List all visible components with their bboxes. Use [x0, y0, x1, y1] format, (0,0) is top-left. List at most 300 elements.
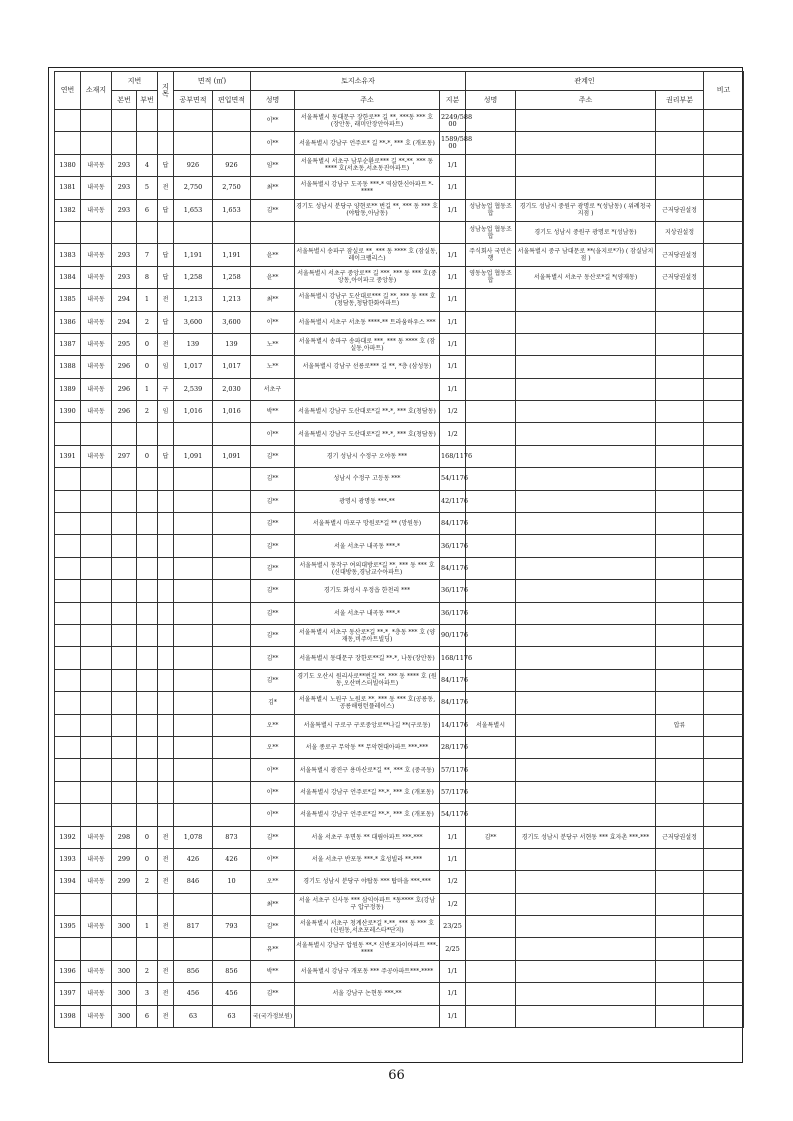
table-cell: [516, 535, 656, 557]
table-cell: [516, 871, 656, 893]
table-cell: 293: [112, 177, 137, 199]
table-cell: [704, 445, 744, 467]
header-land-type: 지목: [158, 72, 174, 110]
table-cell: [174, 535, 213, 557]
table-cell: [158, 557, 174, 579]
table-cell: 36/1176: [440, 535, 466, 557]
table-cell: [466, 333, 516, 355]
table-cell: 7: [137, 244, 158, 266]
table-cell: 293: [112, 244, 137, 266]
table-cell: [516, 513, 656, 535]
table-row: [55, 1005, 744, 1027]
table-cell: [704, 1005, 744, 1027]
table-cell: [55, 602, 81, 624]
table-cell: [55, 647, 81, 669]
table-cell: 1,016: [174, 401, 213, 423]
table-row: [55, 468, 744, 490]
table-cell: 296: [112, 401, 137, 423]
table-cell: 1,258: [174, 266, 213, 288]
table-cell: 전: [158, 826, 174, 848]
table-row: [55, 311, 744, 333]
table-cell: 오**: [251, 871, 295, 893]
table-cell: 근저당권설정: [656, 266, 704, 288]
table-row: [55, 960, 744, 982]
table-cell: 294: [112, 289, 137, 311]
table-cell: [55, 535, 81, 557]
table-cell: [656, 804, 704, 826]
table-header: [55, 72, 744, 110]
table-cell: 1,213: [174, 289, 213, 311]
table-cell: 김**: [251, 490, 295, 512]
table-cell: 내곡동: [81, 289, 112, 311]
table-cell: 유**: [251, 938, 295, 960]
table-cell: [516, 893, 656, 915]
table-cell: [656, 871, 704, 893]
table-cell: 영동농업 협동조합: [466, 266, 516, 288]
table-cell: [704, 311, 744, 333]
table-cell: [81, 759, 112, 781]
table-cell: [704, 333, 744, 355]
table-cell: 5: [137, 177, 158, 199]
table-cell: 1/2: [440, 401, 466, 423]
table-cell: [656, 736, 704, 758]
table-cell: 서울특별시 서초구 남부순환로*** 길 **-**, *** 동**** 호(서초동,서초동진아파트): [295, 154, 440, 176]
table-cell: [704, 557, 744, 579]
table-cell: [112, 759, 137, 781]
table-row: [55, 333, 744, 355]
table-cell: 임: [158, 401, 174, 423]
table-row: [55, 199, 744, 221]
table-cell: 6: [137, 199, 158, 221]
table-cell: [112, 513, 137, 535]
table-cell: [466, 848, 516, 870]
table-cell: [704, 154, 744, 176]
table-cell: 서울특별시 강남구 도산대로*길 **-*, *** 호(청담동): [295, 423, 440, 445]
table-cell: [466, 580, 516, 602]
table-cell: 김**: [251, 535, 295, 557]
table-cell: [137, 804, 158, 826]
table-cell: [466, 445, 516, 467]
table-cell: [81, 692, 112, 714]
table-cell: 김**: [251, 647, 295, 669]
table-cell: [656, 960, 704, 982]
table-cell: 답: [158, 266, 174, 288]
table-row: [55, 154, 744, 176]
table-cell: 서울 서초구 내곡동 ***-*: [295, 602, 440, 624]
table-cell: [656, 692, 704, 714]
header-seq: 연번: [55, 72, 81, 110]
table-cell: 1396: [55, 960, 81, 982]
table-cell: 293: [112, 154, 137, 176]
table-cell: 1394: [55, 871, 81, 893]
table-cell: 84/1176: [440, 557, 466, 579]
header-incorporated-area: 편입면적: [213, 91, 251, 110]
table-cell: [656, 356, 704, 378]
table-cell: [656, 423, 704, 445]
table-cell: 36/1176: [440, 602, 466, 624]
table-cell: 1386: [55, 311, 81, 333]
table-cell: [55, 714, 81, 736]
table-cell: 내곡동: [81, 960, 112, 982]
table-cell: 서울 서초구 우면동 ** 대림아파트 ***-***: [295, 826, 440, 848]
table-cell: 2,750: [174, 177, 213, 199]
table-cell: [174, 602, 213, 624]
table-cell: 최**: [251, 289, 295, 311]
table-cell: 298: [112, 826, 137, 848]
table-cell: [704, 938, 744, 960]
table-cell: 1380: [55, 154, 81, 176]
table-cell: 최**: [251, 893, 295, 915]
header-main-no: 본번: [112, 91, 137, 110]
table-cell: [466, 468, 516, 490]
table-cell: 성남시 수정구 고등동 ***: [295, 468, 440, 490]
page-number: 66: [388, 1068, 405, 1083]
table-cell: 1382: [55, 199, 81, 221]
table-cell: [656, 401, 704, 423]
table-cell: 서울특별시 서초구 청계산로*길 *-**, *** 동 *** 호(신원동,서초포레스타*단지): [295, 916, 440, 938]
table-cell: [158, 580, 174, 602]
table-cell: 김**: [251, 602, 295, 624]
table-cell: 전: [158, 871, 174, 893]
table-cell: 1,191: [174, 244, 213, 266]
table-cell: 전: [158, 333, 174, 355]
table-cell: [137, 647, 158, 669]
table-cell: [55, 580, 81, 602]
table-cell: 1393: [55, 848, 81, 870]
table-cell: 10: [213, 871, 251, 893]
table-cell: 3,600: [174, 311, 213, 333]
table-cell: [174, 938, 213, 960]
table-cell: [158, 893, 174, 915]
table-cell: [704, 692, 744, 714]
table-cell: [158, 669, 174, 691]
table-cell: [704, 244, 744, 266]
table-cell: [112, 602, 137, 624]
table-cell: 57/1176: [440, 759, 466, 781]
table-cell: 이**: [251, 423, 295, 445]
table-cell: 426: [213, 848, 251, 870]
table-cell: 1/1: [440, 289, 466, 311]
table-cell: [516, 781, 656, 803]
table-cell: [656, 781, 704, 803]
table-cell: 1,653: [174, 199, 213, 221]
table-cell: [704, 669, 744, 691]
table-cell: 답: [158, 311, 174, 333]
table-cell: [55, 110, 81, 132]
table-cell: [174, 423, 213, 445]
table-cell: [137, 714, 158, 736]
table-cell: 김**: [251, 468, 295, 490]
table-cell: 926: [174, 154, 213, 176]
table-cell: 2: [137, 871, 158, 893]
table-cell: [466, 983, 516, 1005]
table-cell: [704, 714, 744, 736]
table-cell: [137, 938, 158, 960]
table-cell: 서울특별시 송파구 잠실로 **, *** 동 **** 호 (잠실동,레이크팰리스): [295, 244, 440, 266]
table-cell: 0: [137, 356, 158, 378]
table-cell: [704, 759, 744, 781]
table-cell: [213, 759, 251, 781]
table-cell: 내곡동: [81, 445, 112, 467]
table-cell: [81, 513, 112, 535]
table-cell: [213, 624, 251, 646]
table-cell: [516, 356, 656, 378]
table-cell: 293: [112, 266, 137, 288]
table-cell: [213, 513, 251, 535]
table-cell: [55, 669, 81, 691]
table-cell: [466, 960, 516, 982]
table-cell: 296: [112, 356, 137, 378]
table-cell: [55, 221, 81, 243]
table-cell: [81, 647, 112, 669]
table-cell: 1391: [55, 445, 81, 467]
table-cell: 1390: [55, 401, 81, 423]
table-cell: [466, 736, 516, 758]
table-cell: [704, 401, 744, 423]
table-cell: 서울특별시 동대문구 장한로** 길 **, ***동 *** 호 (장안동, 래미안장안아파트): [295, 110, 440, 132]
header-share: 지분: [440, 91, 466, 110]
table-cell: 내곡동: [81, 916, 112, 938]
table-row: [55, 401, 744, 423]
table-cell: 전: [158, 177, 174, 199]
table-cell: 1397: [55, 983, 81, 1005]
table-cell: [516, 132, 656, 154]
table-cell: [704, 378, 744, 400]
table-cell: [295, 1005, 440, 1027]
table-cell: 1/1: [440, 848, 466, 870]
table-cell: [704, 266, 744, 288]
table-cell: [466, 647, 516, 669]
table-cell: 1/2: [440, 871, 466, 893]
table-cell: 김**: [251, 445, 295, 467]
table-cell: [656, 602, 704, 624]
table-cell: 임: [158, 356, 174, 378]
table-cell: 1/2: [440, 893, 466, 915]
table-cell: [158, 736, 174, 758]
table-cell: 817: [174, 916, 213, 938]
table-cell: [213, 647, 251, 669]
table-cell: 1/1: [440, 960, 466, 982]
table-cell: 김**: [251, 669, 295, 691]
table-cell: 서울 서초구 내곡동 ***-*: [295, 535, 440, 557]
table-cell: [81, 624, 112, 646]
table-cell: [137, 535, 158, 557]
table-cell: [656, 557, 704, 579]
table-cell: 전: [158, 848, 174, 870]
table-cell: [656, 490, 704, 512]
table-cell: [81, 714, 112, 736]
table-cell: 전: [158, 289, 174, 311]
table-cell: [466, 132, 516, 154]
table-cell: [516, 714, 656, 736]
table-cell: [704, 848, 744, 870]
table-row: [55, 624, 744, 646]
table-cell: 426: [174, 848, 213, 870]
table-cell: 36/1176: [440, 580, 466, 602]
table-cell: 2: [137, 960, 158, 982]
table-cell: 1/1: [440, 1005, 466, 1027]
table-row: [55, 692, 744, 714]
table-cell: 경기도 오산시 원리사로**번길 **, *** 동 **** 호 (원동,오산버스터빌아파트): [295, 669, 440, 691]
table-cell: [112, 804, 137, 826]
header-related: 관계인: [466, 72, 704, 91]
table-cell: 1/1: [440, 826, 466, 848]
header-owner: 토지소유자: [251, 72, 466, 91]
table-cell: 내곡동: [81, 311, 112, 333]
table-cell: [704, 356, 744, 378]
table-cell: 서울특별시 강남구 도산대로*길 **-*, *** 호(청담동): [295, 401, 440, 423]
table-cell: [174, 132, 213, 154]
table-cell: [656, 916, 704, 938]
table-cell: [213, 580, 251, 602]
table-cell: [81, 110, 112, 132]
table-cell: 1/1: [440, 244, 466, 266]
table-cell: [656, 311, 704, 333]
table-cell: [158, 132, 174, 154]
table-cell: 296: [112, 378, 137, 400]
table-cell: [466, 1005, 516, 1027]
table-row: [55, 736, 744, 758]
table-cell: [81, 423, 112, 445]
table-cell: 경기도 성남시 중원구 광명로 *(성남동): [516, 221, 656, 243]
table-cell: 윤**: [251, 244, 295, 266]
table-cell: [704, 221, 744, 243]
header-area: 면적 (㎡): [174, 72, 251, 91]
table-row: [55, 602, 744, 624]
table-cell: [704, 289, 744, 311]
table-row: [55, 490, 744, 512]
table-cell: 박**: [251, 401, 295, 423]
table-cell: [213, 110, 251, 132]
table-cell: [516, 759, 656, 781]
table-cell: [158, 490, 174, 512]
table-cell: [112, 624, 137, 646]
header-public-area: 공부면적: [174, 91, 213, 110]
table-cell: [55, 557, 81, 579]
table-cell: [174, 557, 213, 579]
table-cell: 3: [137, 983, 158, 1005]
table-cell: 2: [137, 401, 158, 423]
table-cell: 근저당권설정: [656, 199, 704, 221]
table-cell: 근저당권설정: [656, 826, 704, 848]
table-cell: 300: [112, 1005, 137, 1027]
blank-cell: [55, 1028, 744, 1046]
table-cell: [466, 513, 516, 535]
table-cell: [704, 804, 744, 826]
table-cell: 서울특별시 송파구 송파대로 ***, *** 동 **** 호 (잠실동,아파트): [295, 333, 440, 355]
table-cell: [704, 736, 744, 758]
table-cell: 856: [174, 960, 213, 982]
table-cell: 0: [137, 333, 158, 355]
table-cell: [213, 557, 251, 579]
table-cell: 김**: [251, 826, 295, 848]
table-cell: 1/1: [440, 311, 466, 333]
table-cell: [516, 445, 656, 467]
table-cell: 299: [112, 871, 137, 893]
table-cell: 456: [174, 983, 213, 1005]
table-cell: [137, 423, 158, 445]
table-cell: 14/1176: [440, 714, 466, 736]
table-cell: [656, 580, 704, 602]
table-cell: [158, 423, 174, 445]
table-row: [55, 916, 744, 938]
table-cell: 구: [158, 378, 174, 400]
table-row: [55, 669, 744, 691]
table-cell: 성남농업 협동조합: [466, 221, 516, 243]
table-cell: 지상권설정: [656, 221, 704, 243]
table-cell: [55, 468, 81, 490]
table-cell: 28/1176: [440, 736, 466, 758]
table-cell: 297: [112, 445, 137, 467]
table-cell: [656, 535, 704, 557]
table-cell: 서초구: [251, 378, 295, 400]
table-cell: [516, 602, 656, 624]
table-cell: 경기 성남시 수정구 오야동 ***: [295, 445, 440, 467]
table-cell: [55, 132, 81, 154]
table-cell: [295, 221, 440, 243]
table-cell: [704, 893, 744, 915]
table-cell: [112, 714, 137, 736]
table-row: [55, 221, 744, 243]
table-cell: [158, 110, 174, 132]
table-cell: [516, 848, 656, 870]
table-cell: 내곡동: [81, 378, 112, 400]
table-cell: [466, 356, 516, 378]
table-cell: 1589/588 00: [440, 132, 466, 154]
table-row: [55, 244, 744, 266]
table-cell: [112, 468, 137, 490]
table-row: [55, 871, 744, 893]
table-cell: 김**: [251, 983, 295, 1005]
table-cell: [213, 669, 251, 691]
table-cell: [656, 983, 704, 1005]
table-cell: [55, 513, 81, 535]
table-cell: [656, 893, 704, 915]
table-cell: [137, 781, 158, 803]
table-cell: 1381: [55, 177, 81, 199]
table-cell: 서울특별시 강남구 개포동 *** 주공아파트***-****: [295, 960, 440, 982]
table-cell: [213, 423, 251, 445]
table-cell: 주식회사 국민은행: [466, 244, 516, 266]
table-cell: 3,600: [213, 311, 251, 333]
table-cell: 57/1176: [440, 781, 466, 803]
table-cell: 4: [137, 154, 158, 176]
table-cell: 서울특별시 강남구 도산대로*** 길 **, *** 동 *** 호(청담동,청담한화아파트): [295, 289, 440, 311]
table-cell: [174, 714, 213, 736]
table-cell: 전: [158, 1005, 174, 1027]
table-cell: 63: [213, 1005, 251, 1027]
table-cell: 김**: [251, 916, 295, 938]
table-cell: 내곡동: [81, 266, 112, 288]
table-cell: 1,091: [174, 445, 213, 467]
table-row: [55, 714, 744, 736]
table-cell: 전: [158, 983, 174, 1005]
table-cell: [137, 759, 158, 781]
table-cell: [174, 221, 213, 243]
table-cell: [112, 132, 137, 154]
table-cell: 서울특별시 강남구 선릉로*** 길 **, *층 (삼성동): [295, 356, 440, 378]
table-cell: 경기도 화성시 우정읍 한천리 ***: [295, 580, 440, 602]
table-cell: 내곡동: [81, 401, 112, 423]
table-cell: 서울특별시 서초구 동산로*길 **-*, *층동 *** 호 (양재동,비주아트빌딩): [295, 624, 440, 646]
table-cell: [516, 938, 656, 960]
table-row: [55, 759, 744, 781]
table-cell: 1/1: [440, 983, 466, 1005]
table-cell: 답: [158, 244, 174, 266]
table-cell: [174, 781, 213, 803]
table-cell: [137, 513, 158, 535]
table-cell: [656, 445, 704, 467]
